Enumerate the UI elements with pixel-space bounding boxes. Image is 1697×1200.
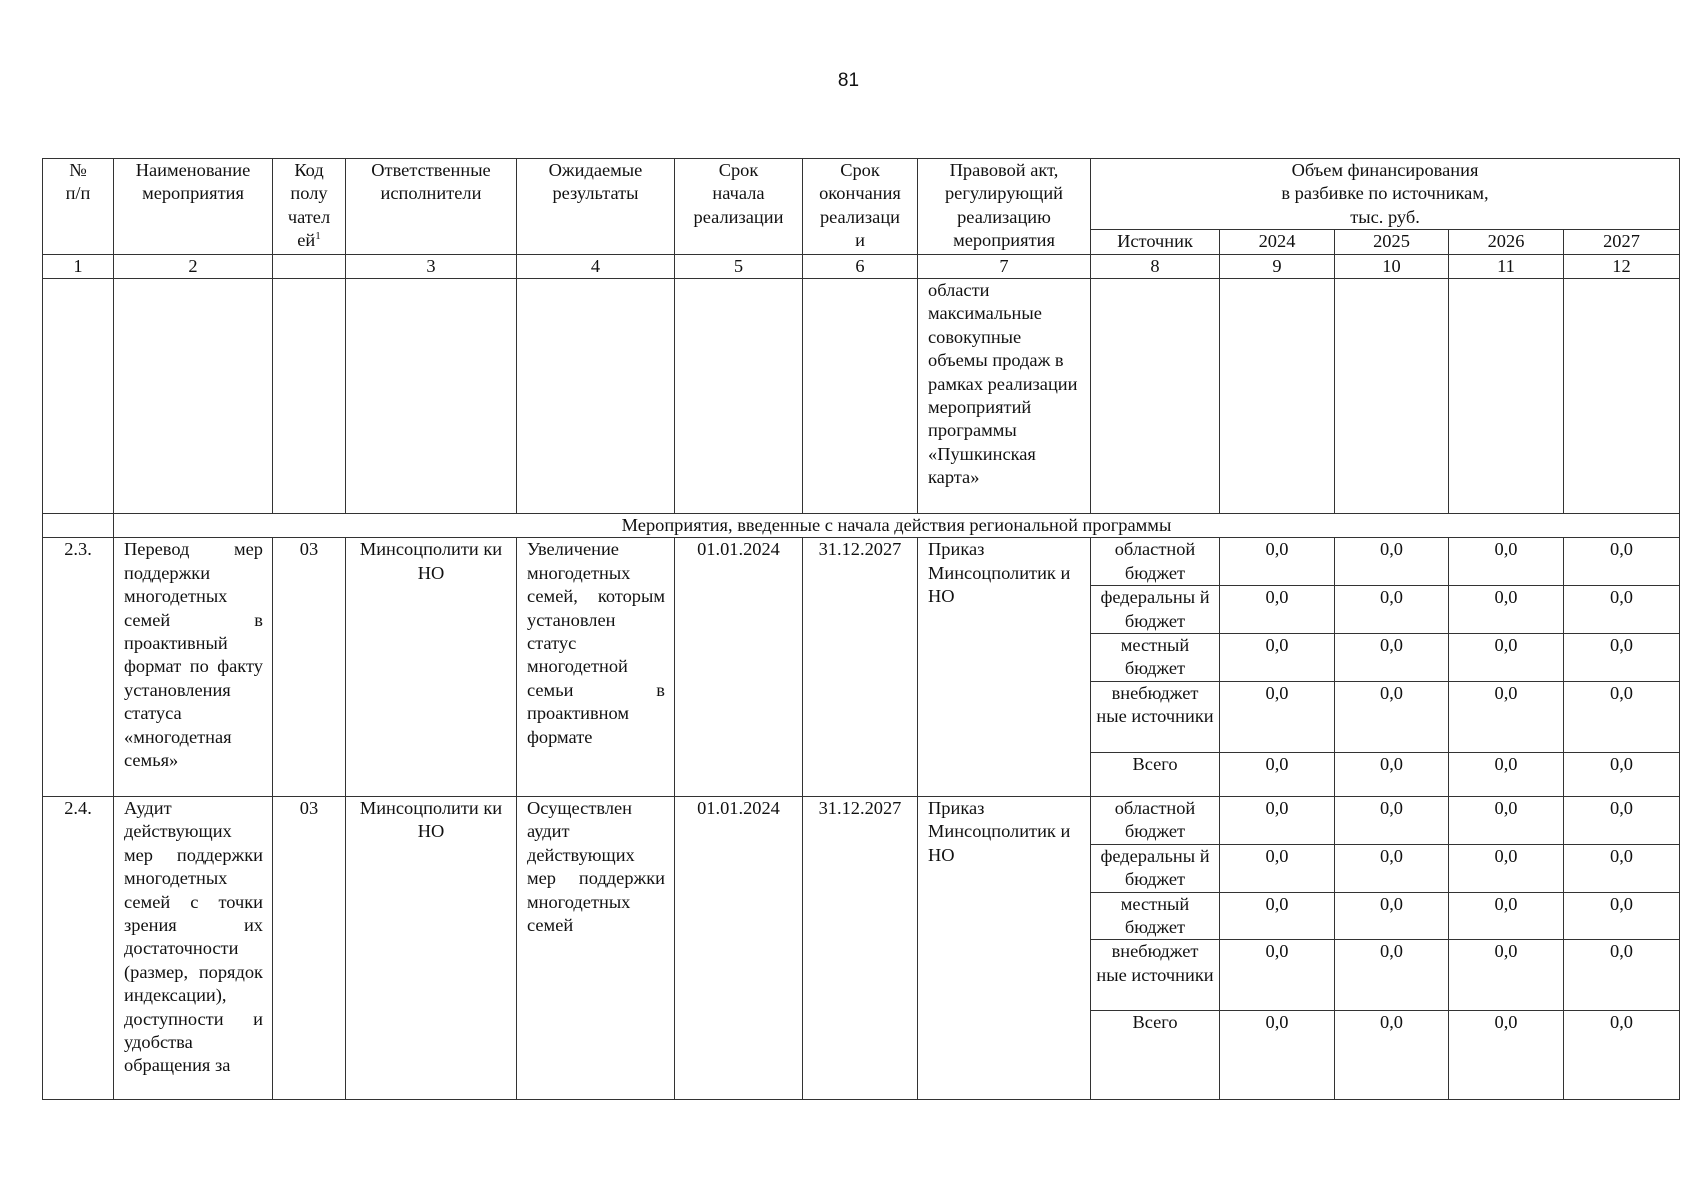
funding-value: 0,0 xyxy=(1564,681,1680,752)
header-legal: Правовой акт, регулирующий реализацию мероприятия xyxy=(918,159,1091,255)
funding-value: 0,0 xyxy=(1220,586,1335,634)
col-number: 2 xyxy=(114,254,273,278)
header-year-2025: 2025 xyxy=(1335,230,1449,254)
header-source: Источник xyxy=(1091,230,1220,254)
funding-value: 0,0 xyxy=(1449,1011,1564,1100)
funding-value: 0,0 xyxy=(1335,538,1449,586)
continuation-legal-text: области максимальные совокупные объемы продаж в рамках реализации мероприятий программы «Пушкинская карта» xyxy=(918,279,1091,514)
header-start: Срок начала реализации xyxy=(675,159,803,255)
funding-value: 0,0 xyxy=(1449,892,1564,940)
header-expected: Ожидаемые результаты xyxy=(517,159,675,255)
row-code: 03 xyxy=(273,538,346,796)
col-number: 5 xyxy=(675,254,803,278)
row-num: 2.4. xyxy=(43,796,114,1099)
funding-source: внебюджет ные источники xyxy=(1091,681,1220,752)
col-number xyxy=(273,254,346,278)
funding-value: 0,0 xyxy=(1449,752,1564,796)
funding-value: 0,0 xyxy=(1564,1011,1680,1100)
header-code-footnote: 1 xyxy=(315,230,321,243)
empty-cell xyxy=(273,279,346,514)
row-start-date: 01.01.2024 xyxy=(675,796,803,1099)
funding-value: 0,0 xyxy=(1564,940,1680,1011)
empty-cell xyxy=(675,279,803,514)
header-code-text: Код полу чател ей xyxy=(287,160,331,251)
funding-value: 0,0 xyxy=(1564,892,1680,940)
col-number: 9 xyxy=(1220,254,1335,278)
funding-source: местный бюджет xyxy=(1091,892,1220,940)
row-responsible: Минсоцполити ки НО xyxy=(346,538,517,796)
header-responsible: Ответственные исполнители xyxy=(346,159,517,255)
table-row xyxy=(43,796,1680,844)
section-title-row xyxy=(43,514,1680,538)
funding-value: 0,0 xyxy=(1335,892,1449,940)
col-number: 1 xyxy=(43,254,114,278)
funding-source: областной бюджет xyxy=(1091,538,1220,586)
row-end-date: 31.12.2027 xyxy=(803,796,918,1099)
funding-value: 0,0 xyxy=(1335,796,1449,844)
row-start-date: 01.01.2024 xyxy=(675,538,803,796)
empty-cell xyxy=(1564,279,1680,514)
funding-value: 0,0 xyxy=(1449,681,1564,752)
funding-value: 0,0 xyxy=(1449,940,1564,1011)
funding-value: 0,0 xyxy=(1449,844,1564,892)
col-number: 11 xyxy=(1449,254,1564,278)
empty-cell xyxy=(1449,279,1564,514)
funding-value: 0,0 xyxy=(1335,940,1449,1011)
funding-value: 0,0 xyxy=(1220,752,1335,796)
row-name: Перевод мер поддержки многодетных семей в проактивный формат по факту установления статуса «многодетная семья» xyxy=(114,538,273,796)
funding-value: 0,0 xyxy=(1220,634,1335,682)
funding-source: федеральны й бюджет xyxy=(1091,844,1220,892)
funding-value: 0,0 xyxy=(1335,586,1449,634)
empty-cell xyxy=(1091,279,1220,514)
funding-value: 0,0 xyxy=(1220,796,1335,844)
empty-cell xyxy=(43,514,114,538)
funding-value: 0,0 xyxy=(1564,752,1680,796)
funding-value: 0,0 xyxy=(1335,634,1449,682)
header-year-2027: 2027 xyxy=(1564,230,1680,254)
funding-value: 0,0 xyxy=(1449,586,1564,634)
row-name: Аудит действующих мер поддержки многодетных семей с точки зрения их достаточности (размер, порядок индексации), доступности и удобства обращения за xyxy=(114,796,273,1099)
empty-cell xyxy=(43,279,114,514)
funding-value: 0,0 xyxy=(1220,940,1335,1011)
empty-cell xyxy=(803,279,918,514)
funding-value: 0,0 xyxy=(1564,538,1680,586)
header-code xyxy=(273,159,346,255)
header-end: Срок окончания реализаци и xyxy=(803,159,918,255)
program-activities-table xyxy=(42,158,1680,1100)
funding-value: 0,0 xyxy=(1220,844,1335,892)
funding-source: внебюджет ные источники xyxy=(1091,940,1220,1011)
col-number: 7 xyxy=(918,254,1091,278)
row-expected: Увеличение многодетных семей, которым установлен статус многодетной семьи в проактивном формате xyxy=(517,538,675,796)
header-year-2024: 2024 xyxy=(1220,230,1335,254)
empty-cell xyxy=(346,279,517,514)
row-legal-act: Приказ Минсоцполитик и НО xyxy=(918,538,1091,796)
row-num: 2.3. xyxy=(43,538,114,796)
funding-value: 0,0 xyxy=(1220,681,1335,752)
funding-source: федеральны й бюджет xyxy=(1091,586,1220,634)
column-numbers-row xyxy=(43,254,1680,278)
funding-value: 0,0 xyxy=(1335,752,1449,796)
row-expected: Осуществлен аудит действующих мер поддержки многодетных семей xyxy=(517,796,675,1099)
col-number: 8 xyxy=(1091,254,1220,278)
header-year-2026: 2026 xyxy=(1449,230,1564,254)
funding-source: областной бюджет xyxy=(1091,796,1220,844)
funding-source: Всего xyxy=(1091,1011,1220,1100)
header-name: Наименование мероприятия xyxy=(114,159,273,255)
row-legal-act: Приказ Минсоцполитик и НО xyxy=(918,796,1091,1099)
empty-cell xyxy=(114,279,273,514)
row-responsible: Минсоцполити ки НО xyxy=(346,796,517,1099)
header-row xyxy=(43,159,1680,230)
funding-value: 0,0 xyxy=(1449,538,1564,586)
funding-value: 0,0 xyxy=(1220,538,1335,586)
funding-value: 0,0 xyxy=(1564,634,1680,682)
funding-value: 0,0 xyxy=(1564,796,1680,844)
col-number: 12 xyxy=(1564,254,1680,278)
empty-cell xyxy=(1220,279,1335,514)
funding-source: местный бюджет xyxy=(1091,634,1220,682)
funding-value: 0,0 xyxy=(1220,1011,1335,1100)
row-code: 03 xyxy=(273,796,346,1099)
continuation-row xyxy=(43,279,1680,514)
funding-value: 0,0 xyxy=(1335,844,1449,892)
col-number: 10 xyxy=(1335,254,1449,278)
header-num: № п/п xyxy=(43,159,114,255)
funding-value: 0,0 xyxy=(1335,1011,1449,1100)
table-row xyxy=(43,538,1680,586)
section-title: Мероприятия, введенные с начала действия региональной программы xyxy=(114,514,1680,538)
funding-value: 0,0 xyxy=(1449,796,1564,844)
funding-source: Всего xyxy=(1091,752,1220,796)
empty-cell xyxy=(517,279,675,514)
header-funding: Объем финансирования в разбивке по источникам, тыс. руб. xyxy=(1091,159,1680,230)
funding-value: 0,0 xyxy=(1564,844,1680,892)
empty-cell xyxy=(1335,279,1449,514)
funding-value: 0,0 xyxy=(1449,634,1564,682)
funding-value: 0,0 xyxy=(1564,586,1680,634)
col-number: 6 xyxy=(803,254,918,278)
row-end-date: 31.12.2027 xyxy=(803,538,918,796)
page-number: 81 xyxy=(837,70,860,91)
col-number: 3 xyxy=(346,254,517,278)
col-number: 4 xyxy=(517,254,675,278)
funding-value: 0,0 xyxy=(1335,681,1449,752)
funding-value: 0,0 xyxy=(1220,892,1335,940)
